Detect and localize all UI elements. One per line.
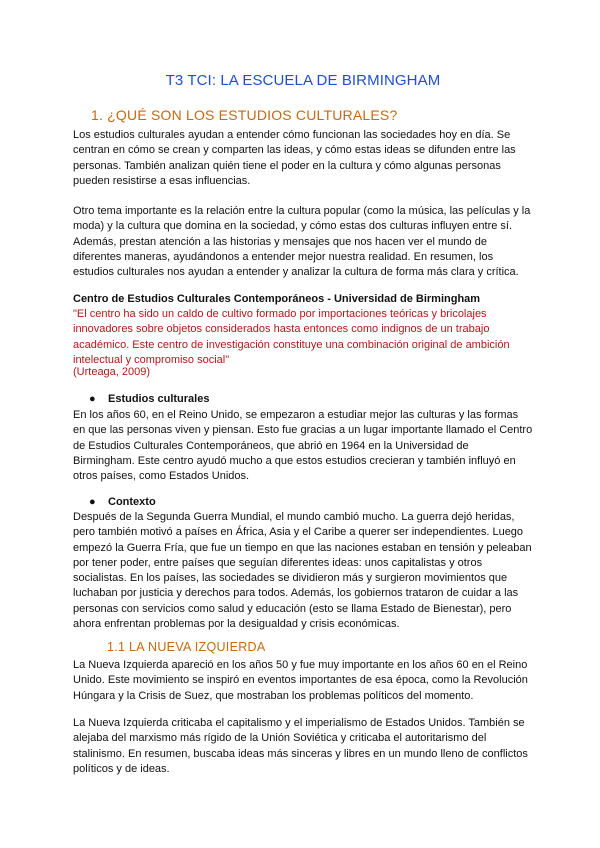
bullet-label: Estudios culturales [108,393,210,405]
quote-citation: (Urteaga, 2009) [73,366,151,378]
bullet-contexto [89,496,156,508]
section-1-paragraph-1: Los estudios culturales ayudan a entender cómo funcionan las sociedades hoy en día. Se centran en cómo se crean y comparten las ideas, y cómo estas ideas se difunden entre las personas. También analizan quién tiene el poder en la cultura y cómo algunas personas pueden resistirse a esas influencias. [73,129,516,187]
section-1-paragraph-2: Otro tema importante es la relación entre la cultura popular (como la música, las películas y la moda) y la cultura que domina en la sociedad, y cómo estas dos culturas influyen entre sí. Además, prestan atención a las historias y mensajes que nos hacen ver el mundo de diferentes maneras, ayudándonos a entender mejor nuestra realidad. En resumen, los estudios culturales nos ayudan a entender y analizar la cultura de forma más clara y crítica. [73,205,531,279]
quote-text: "El centro ha sido un caldo de cultivo formado por importaciones teóricas y bricolajes innovadores sobre objetos considerados hasta entonces como indignos de un trabajo académico. Este centro de investigación constituye una combinación original de ambición intelectual y compromiso social" [73,308,510,366]
bullet-2-text: Después de la Segunda Guerra Mundial, el mundo cambió mucho. La guerra dejó heridas, pero también motivó a países en África, Asia y el Caribe a querer ser independientes. Luego empezó la Guerra Fría, que fue un tiempo en que las naciones estaban en tensión y peleaban por tener poder, entre países que seguían diferentes ideas: unos capitalistas y otros socialistas. En los países, las sociedades se dividieron más y surgieron movimientos que luchaban por justicia y derechos para todos. Además, los gobiernos trataron de cuidar a las personas con servicios como salud y educación (esto se llama Estado de Bienestar), pero ahora enfrentan problemas por la desigualdad y crisis económicas. [73,511,532,631]
section-1-heading: 1. ¿QUÉ SON LOS ESTUDIOS CULTURALES? [91,107,398,123]
centre-heading: Centro de Estudios Culturales Contemporáneos - Universidad de Birmingham [73,293,481,305]
section-1-1-paragraph-1: La Nueva Izquierda apareció en los años 50 y fue muy importante en los años 60 en el Reino Unido. Este movimiento se inspiró en eventos importantes de esa época, como la Revolución Húngara y la Crisis de Suez, que mostraban los problemas políticos del momento. [73,659,528,702]
bullet-1-text: En los años 60, en el Reino Unido, se empezaron a estudiar mejor las culturas y las formas en que las personas viven y piensan. Esto fue gracias a un lugar importante llamado el Centro de Estudios Culturales Contemporáneos, que abrió en 1964 en la Universidad de Birmingham. Este centro ayudó mucho a que estos estudios crecieran y también influyó en otros países, como Estados Unidos. [73,409,533,483]
section-1-1-paragraph-2: La Nueva Izquierda criticaba el capitalismo y el imperialismo de Estados Unidos. También se alejaba del marxismo más rígido de la Unión Soviética y criticaba el autoritarismo del stalinismo. En resumen, buscaba ideas más sinceras y libres en un mundo lleno de conflictos políticos y de ideas. [73,717,528,775]
bullet-marker-icon: ● [89,496,96,508]
section-1-1-heading: 1.1 LA NUEVA IZQUIERDA [107,640,266,654]
document-title: T3 TCI: LA ESCUELA DE BIRMINGHAM [165,72,441,89]
bullet-estudios-culturales [89,393,209,405]
bullet-marker-icon: ● [89,393,96,405]
bullet-label: Contexto [108,496,156,508]
